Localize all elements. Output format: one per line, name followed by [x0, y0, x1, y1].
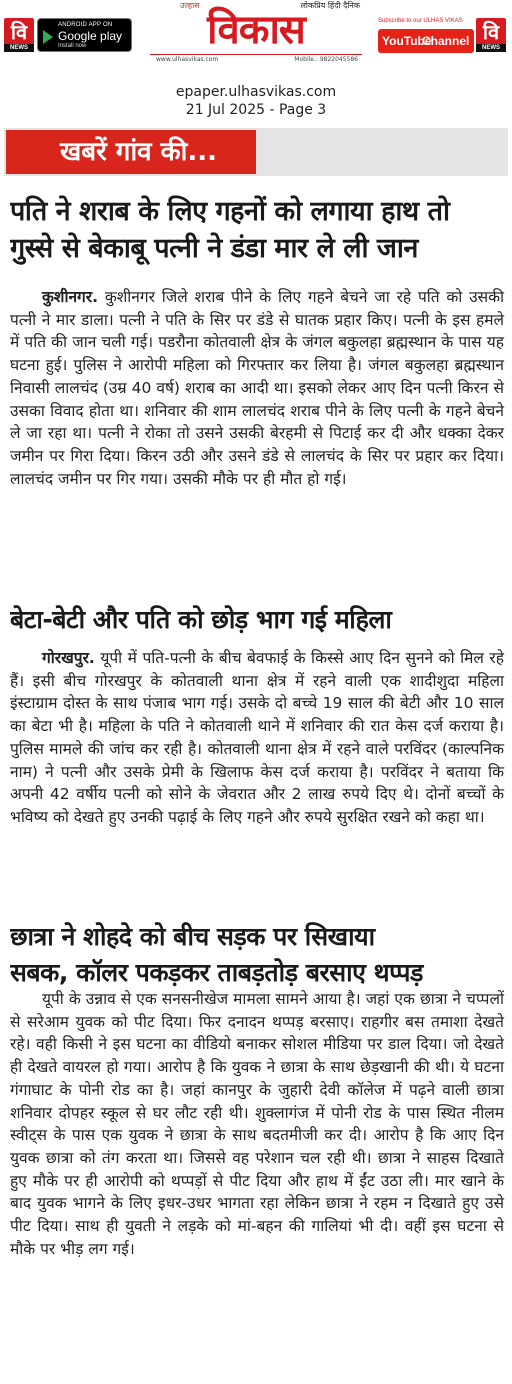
- play-store-icon: [43, 30, 53, 44]
- vikas-news-logo-left: [4, 18, 34, 52]
- article-2-headline: बेटा-बेटी और पति को छोड़ भाग गई महिला: [10, 605, 392, 634]
- epaper-date-page: 21 Jul 2025 - Page 3: [185, 102, 327, 118]
- brand-logo: विकास: [207, 7, 305, 53]
- masthead: [0, 0, 512, 80]
- youtube-channel-button[interactable]: [378, 29, 474, 53]
- section-banner-accent: [6, 130, 40, 174]
- article-2-dateline: गोरखपुर.: [42, 649, 95, 667]
- article-2-text: यूपी में पति-पत्नी के बीच बेवफाई के किस्से आए दिन सुनने को मिल रहे हैं। इसी बीच गोरखपुर के कोतवाली थाना क्षेत्र में रहने वाली एक शादीशुदा महिला इंस्टाग्राम दोस्त के साथ पंजाब भाग गई। उसके दो बच्चे 19 साल की बेटी और 10 साल का बेटा भी है। महिला के पति ने कोतवाली थाने में शनिवार की रात केस दर्ज कराया है। पुलिस मामले की जांच कर रही है। कोतवाली थाना क्षेत्र में रहने वाले परविंदर (काल्पनिक नाम) ने पत्नी और उसके प्रेमी के खिलाफ केस दर्ज कराया है। परविंदर ने बताया कि अपनी 42 वर्षीय पत्नी को सोने के जेवरात और 2 लाख रुपये दिए थे। दोनों बच्चों के भविष्य को देखते हुए उनकी पढ़ाई के लिए गहने और रुपये सुरक्षित रखने को कहा था।: [10, 649, 504, 826]
- gplay-available-text: ANDROID APP ON: [58, 22, 113, 28]
- article-3-text: यूपी के उन्नाव से एक सनसनीखेज मामला सामने आया है। जहां एक छात्रा ने चप्पलों से सरेआम युवक को पीट दिया। फिर दनादन थप्पड़ बरसाए। राहगीर बस तमाशा देखते रहे। वही किसी ने इस घटना का वीडियो बनाकर सोशल मीडिया पर डाल दिया। जो देखते ही देखते वायरल हो गया। आरोप है कि युवक ने छात्रा के साथ छेड़खानी की थी। ये घटना गंगाघाट के पोनी रोड का है। जहां कानपुर के जुहारी देवी कॉलेज में पढ़ने वाली छात्रा शनिवार दोपहर स्कूल से घर लौट रही थी। शुक्लागंज में पोनी रोड के पास स्थित नीलम स्वीट्स के पास एक युवक ने छात्रा के साथ बदतमीजी कर दी। आरोप है कि आए दिन युवक छात्रा को तंग करता था। जिससे वह परेशान चल रही थी। छात्रा ने साहस दिखाते हुए मौके पर ही आरोपी को थप्पड़ों से पीट दिया और हाथ में ईंट उठा ली। मार खाने के बाद युवक भागने के लिए इधर-उधर भागता रहा लेकिन छात्रा ने रहम न दिखाते हुए उसे पीट दिया। साथ ही युवती ने लड़के को मां-बहन की गालियां भी दी। वहीं इस घटना से मौके पर भीड़ लग गई।: [10, 990, 504, 1258]
- article-3-body: [10, 988, 504, 1376]
- section-title: खबरें गांव की...: [60, 137, 218, 167]
- logo-news-tag: NEWS: [476, 44, 506, 52]
- article-2-body: [10, 647, 504, 907]
- youtube-subscribe-text: Subscribe to our ULHAS VIKAS: [378, 18, 463, 24]
- article-3-headline-line-2: सबक, कॉलर पकड़कर ताबड़तोड़ बरसाए थप्पड़: [10, 958, 423, 987]
- logo-letter: वि: [10, 20, 28, 44]
- gplay-label: Google play: [58, 29, 123, 43]
- youtube-label: YouTube: [382, 34, 432, 48]
- article-1-body: [10, 286, 504, 600]
- vikas-news-logo-right: [476, 18, 506, 52]
- brand-website: www.ulhasvikas.com: [156, 56, 219, 63]
- article-1-headline-line-2: गुस्से से बेकाबू पत्नी ने डंडा मार ले ली जान: [10, 233, 418, 264]
- article-1-dateline: कुशीनगर.: [42, 288, 99, 306]
- brand-small-text: उल्हास: [180, 1, 200, 10]
- brand-info-strip: [150, 54, 362, 63]
- brand-mobile: Mobile.: 9822045586: [294, 56, 358, 63]
- article-1-headline-line-1: पति ने शराब के लिए गहनों को लगाया हाथ तो: [10, 196, 450, 227]
- epaper-site: epaper.ulhasvikas.com: [175, 84, 337, 100]
- brand-tagline: लोकप्रिय हिंदी दैनिक: [300, 1, 360, 10]
- google-play-badge[interactable]: [37, 18, 132, 52]
- channel-label: Channel: [422, 34, 470, 48]
- article-3-headline-line-1: छात्रा ने शोहदे को बीच सड़क पर सिखाया: [10, 922, 375, 951]
- logo-letter: वि: [482, 20, 500, 44]
- gplay-install-text: Install now: [58, 43, 87, 49]
- logo-news-tag: NEWS: [4, 44, 34, 52]
- article-1-text: कुशीनगर जिले शराब पीने के लिए गहने बेचने जा रहे पति को उसकी पत्नी ने मार डाला। पत्नी ने पति के सिर पर डंडे से घातक प्रहार किए। पत्नी के इस हमले में पति की जान चली गई। पडरौना कोतवाली क्षेत्र के जंगल बकुलहा ब्रह्मस्थान के पास यह घटना हुई। पुलिस ने आरोपी महिला को गिरफ्तार कर लिया है। जंगल बकुलहा ब्रह्मस्थान निवासी लालचंद (उम्र 40 वर्ष) शराब का आदी था। इसको लेकर आए दिन पत्नी किरन से उसका विवाद होता था। शनिवार की शाम लालचंद शराब पीने के लिए पत्नी के गहने बेचने ले जा रहा था। पत्नी ने रोका तो उसने उसकी बेरहमी से पिटाई कर दी और धक्का देकर जमीन पर गिरा दिया। किरन उठी और उसने डंडे से लालचंद के सिर पर प्रहार कर दिया। लालचंद जमीन पर गिर गया। उसकी मौके पर ही मौत हो गई।: [10, 288, 504, 488]
